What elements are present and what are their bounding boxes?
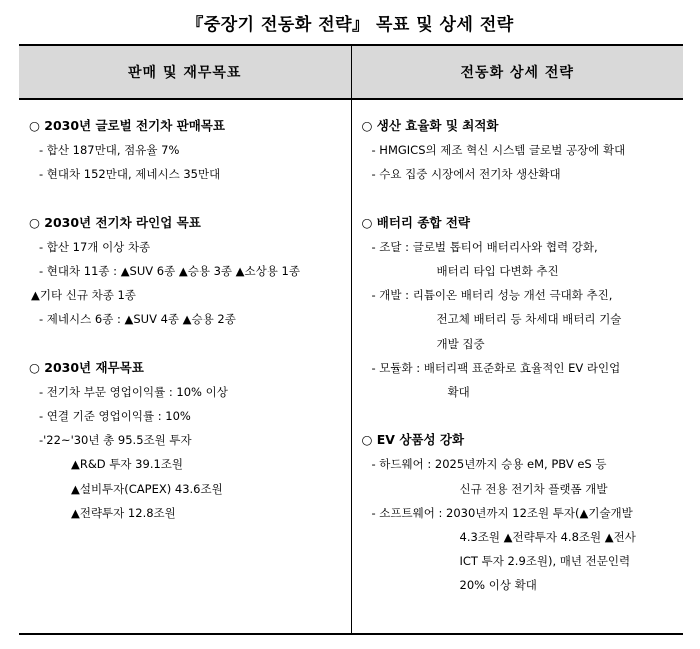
list-item: - 모듈화 : 배터리팩 표준화로 효율적인 EV 라인업 bbox=[371, 360, 621, 375]
investment-item: ▲설비투자(CAPEX) 43.6조원 bbox=[71, 481, 223, 496]
list-item-continuation: ▲기타 신규 차종 1종 bbox=[31, 288, 136, 303]
section-heading-production: ○ 생산 효율화 및 최적화 bbox=[361, 118, 499, 133]
page-title: 『중장기 전동화 전략』 목표 및 상세 전략 bbox=[186, 15, 514, 35]
list-item: - 소프트웨어 : 2030년까지 12조원 투자(▲기술개발 bbox=[371, 505, 633, 520]
investment-item: ▲전략투자 12.8조원 bbox=[71, 505, 176, 520]
strategy-table bbox=[19, 44, 683, 635]
list-item-continuation: ICT 투자 2.9조원), 매년 전문인력 bbox=[459, 554, 631, 569]
section-heading-sales-goal: ○ 2030년 글로벌 전기차 판매목표 bbox=[29, 118, 225, 133]
list-item-continuation: 20% 이상 확대 bbox=[459, 578, 537, 593]
sales-finance-goals bbox=[19, 100, 351, 525]
list-item-continuation: 확대 bbox=[447, 385, 470, 400]
left-column-cell bbox=[19, 99, 351, 634]
list-item-continuation: 신규 전용 전기차 플랫폼 개발 bbox=[459, 481, 608, 496]
list-item: - 합산 187만대, 점유율 7% bbox=[39, 143, 180, 158]
list-item: - 개발 : 리튬이온 배터리 성능 개선 극대화 추진, bbox=[371, 288, 613, 303]
list-item-continuation: 전고체 배터리 등 차세대 배터리 기술 bbox=[436, 312, 622, 327]
list-item: - 조달 : 글로벌 톱티어 배터리사와 협력 강화, bbox=[371, 239, 598, 254]
list-item: - 합산 17개 이상 차종 bbox=[39, 239, 151, 254]
list-item: - 현대차 152만대, 제네시스 35만대 bbox=[39, 167, 221, 182]
list-item: -'22~'30년 총 95.5조원 투자 bbox=[39, 433, 192, 448]
investment-item: ▲R&D 투자 39.1조원 bbox=[71, 457, 184, 472]
list-item: - 수요 집중 시장에서 전기차 생산확대 bbox=[371, 167, 561, 182]
list-item: - 전기차 부문 영업이익률 : 10% 이상 bbox=[39, 384, 228, 399]
list-item: - 하드웨어 : 2025년까지 승용 eM, PBV eS 등 bbox=[371, 457, 607, 472]
section-heading-battery: ○ 배터리 종합 전략 bbox=[361, 214, 470, 230]
electrification-strategy bbox=[352, 100, 684, 598]
right-column-cell bbox=[351, 99, 683, 634]
list-item-continuation: 배터리 타입 다변화 추진 bbox=[436, 264, 559, 279]
list-item: - 연결 기준 영업이익률 : 10% bbox=[39, 409, 191, 424]
left-column-header: 판매 및 재무목표 bbox=[19, 45, 351, 99]
list-item-continuation: 개발 집중 bbox=[436, 336, 485, 351]
list-item-continuation: 4.3조원 ▲전략투자 4.8조원 ▲전사 bbox=[459, 530, 636, 545]
section-heading-ev-product: ○ EV 상품성 강화 bbox=[361, 432, 465, 448]
list-item: - HMGICS의 제조 혁신 시스템 글로벌 공장에 확대 bbox=[371, 143, 626, 158]
right-column-header: 전동화 상세 전략 bbox=[351, 45, 683, 99]
section-heading-lineup-goal: ○ 2030년 전기차 라인업 목표 bbox=[29, 214, 201, 230]
section-heading-finance-goal: ○ 2030년 재무목표 bbox=[29, 359, 144, 375]
list-item: - 제네시스 6종 : ▲SUV 4종 ▲승용 2종 bbox=[39, 312, 236, 327]
list-item: - 현대차 11종 : ▲SUV 6종 ▲승용 3종 ▲소상용 1종 bbox=[39, 264, 300, 279]
